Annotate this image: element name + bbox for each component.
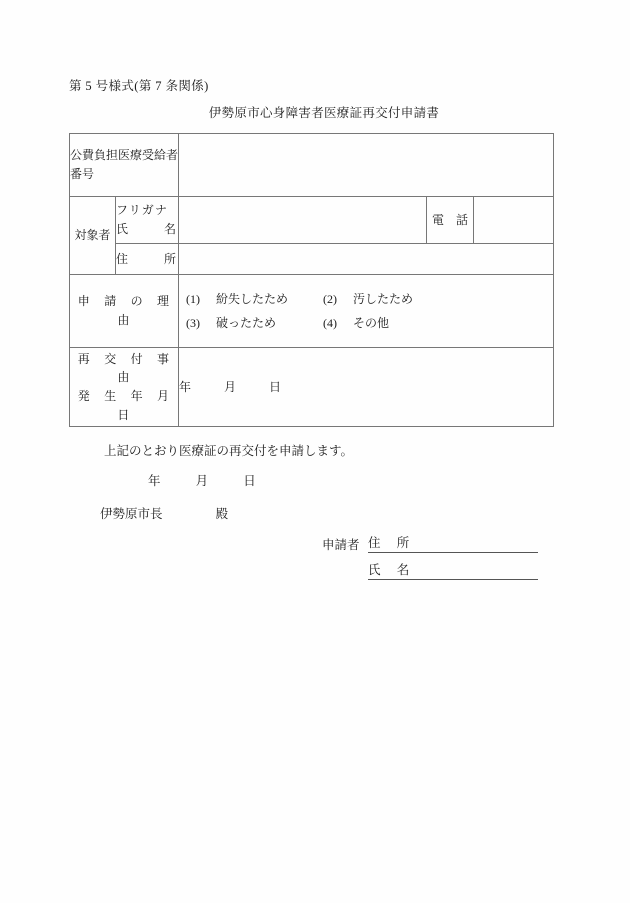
reason-option-2-label: 汚したため — [353, 292, 414, 306]
furigana-name-label — [116, 197, 179, 244]
reason-option-3-number: (3) — [186, 316, 201, 330]
addressee-honorific: 殿 — [215, 507, 229, 521]
applicant-address-field[interactable] — [368, 533, 538, 553]
signature-date-month: 月 — [195, 474, 209, 488]
reason-options-row-2 — [179, 311, 553, 335]
occurrence-date-input-cell[interactable] — [179, 348, 554, 427]
occurrence-date-year: 年 — [179, 379, 192, 394]
form-code: 第 5 号様式(第 7 条関係) — [69, 79, 209, 93]
application-statement: 上記のとおり医療証の再交付を申請します。 — [104, 444, 354, 458]
applicant-block — [322, 533, 538, 587]
benefit-number-label: 公費負担医療受給者番号 — [70, 134, 179, 197]
occurrence-date-month: 月 — [224, 379, 237, 394]
addressee-line — [100, 504, 228, 522]
addressee-name: 伊勢原市長 — [100, 507, 163, 521]
table-row-subject-address — [70, 244, 554, 275]
reason-option-4-number: (4) — [323, 316, 338, 330]
table-row-subject-name — [70, 197, 554, 244]
applicant-name-field[interactable] — [368, 560, 538, 580]
furigana-label: フリガナ — [116, 203, 169, 218]
subject-label: 対象者 — [70, 197, 116, 275]
table-row-occurrence-date — [70, 348, 554, 427]
reissue-cause-label: 再 交 付 事 由 — [77, 351, 184, 385]
occurrence-date-ymd — [179, 378, 553, 397]
reason-option-3-label: 破ったため — [216, 316, 277, 330]
phone-label: 電 話 — [427, 197, 474, 244]
table-row-reason — [70, 275, 554, 348]
applicant-name-row — [322, 560, 538, 580]
name-label: 氏 名 — [116, 222, 177, 236]
occurrence-date-label: 発 生 年 月 日 — [77, 389, 184, 422]
reason-option-3[interactable] — [179, 311, 316, 335]
address-label: 住 所 — [116, 244, 179, 275]
address-input-cell[interactable] — [179, 244, 554, 275]
applicant-name-label: 氏 名 — [368, 563, 412, 577]
reason-option-4[interactable] — [316, 311, 389, 335]
table-row-benefit-number — [70, 134, 554, 197]
applicant-address-row — [322, 533, 538, 553]
reason-options-row-1 — [179, 287, 553, 311]
applicant-address-label: 住 所 — [368, 536, 412, 550]
reissue-cause-date-label — [70, 348, 184, 427]
application-form-table — [69, 133, 554, 427]
reason-label: 申 請 の 理 由 — [70, 275, 179, 348]
reason-option-2[interactable] — [316, 287, 413, 311]
occurrence-date-day: 日 — [269, 379, 282, 394]
name-input-cell[interactable] — [179, 197, 427, 244]
reason-option-2-number: (2) — [323, 292, 338, 306]
reason-option-4-label: その他 — [353, 316, 390, 330]
reason-option-1-label: 紛失したため — [216, 292, 289, 306]
signature-date-day: 日 — [243, 474, 256, 488]
signature-date-year: 年 — [148, 474, 161, 488]
benefit-number-input-cell[interactable] — [179, 134, 554, 197]
reason-option-1-number: (1) — [186, 292, 201, 306]
document-title: 伊勢原市心身障害者医療証再交付申請書 — [208, 106, 440, 120]
reason-options-list — [179, 281, 553, 341]
reason-option-1[interactable] — [179, 287, 316, 311]
reason-options-cell — [179, 275, 554, 348]
applicant-label: 申請者 — [322, 538, 360, 552]
phone-input-cell[interactable] — [474, 197, 554, 244]
signature-date-line[interactable] — [148, 471, 256, 489]
